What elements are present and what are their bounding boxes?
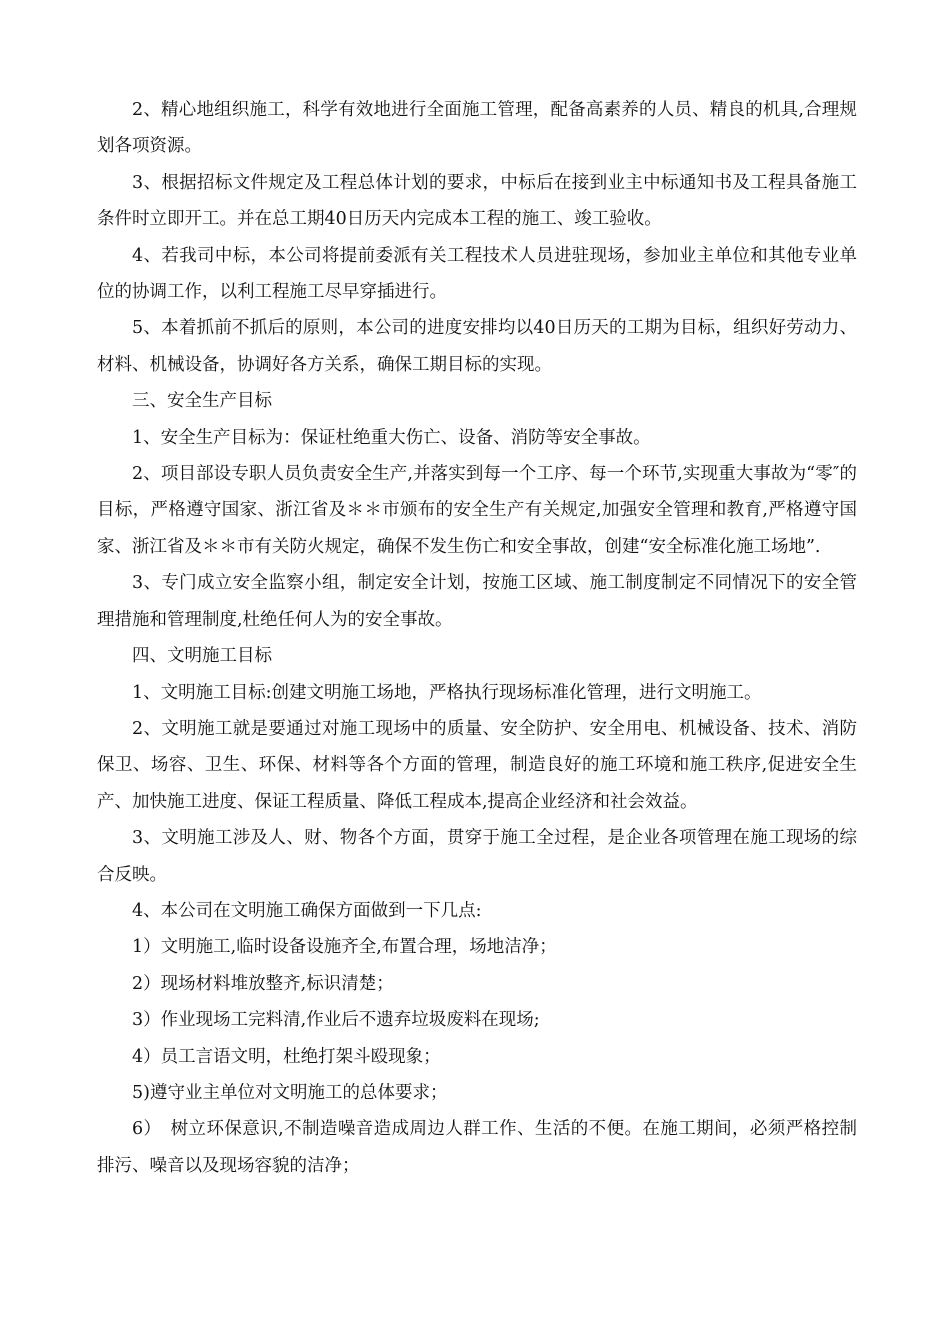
list-item-5: 5)遵守业主单位对文明施工的总体要求；: [132, 1082, 448, 1103]
paragraph-schedule-4: 4、若我司中标，本公司将提前委派有关工程技术人员进驻现场，参加业主单位和其他专业单位的协调工作，以利工程施工尽早穿插进行。: [97, 245, 857, 303]
paragraph-schedule-3: 3、根据招标文件规定及工程总体计划的要求，中标后在接到业主中标通知书及工程具备施工条件时立即开工。并在总工期40日历天内完成本工程的施工、竣工验收。: [97, 172, 857, 230]
paragraph-civilized-3: 3、文明施工涉及人、财、物各个方面，贯穿于施工全过程，是企业各项管理在施工现场的综合反映。: [97, 828, 857, 885]
paragraph-civilized-1: 1、文明施工目标:创建文明施工场地，严格执行现场标准化管理，进行文明施工。: [132, 682, 762, 703]
paragraph-civilized-4: 4、本公司在文明施工确保方面做到一下几点:: [132, 900, 482, 921]
list-item-4: 4）员工言语文明，杜绝打架斗殴现象；: [132, 1046, 441, 1067]
paragraph-safety-2: 2、项目部设专职人员负责安全生产,并落实到每一个工序、每一个环节,实现重大事故为“零″的目标，严格遵守国家、浙江省及＊＊市颁布的安全生产有关规定,加强安全管理和教育,严格遵守国家、浙江省及＊＊市有关防火规定，确保不发生伤亡和安全事故，创建“安全标准化施工场地”.: [97, 464, 857, 557]
list-item-2: 2）现场材料堆放整齐,标识清楚；: [132, 973, 394, 994]
section-heading-safety: 三、安全生产目标: [132, 391, 272, 412]
section-heading-civilized-construction: 四、文明施工目标: [132, 646, 272, 667]
paragraph-civilized-2: 2、文明施工就是要通过对施工现场中的质量、安全防护、安全用电、机械设备、技术、消防保卫、场容、卫生、环保、材料等各个方面的管理，制造良好的施工环境和施工秩序,促进安全生产、加快施工进度、保证工程质量、降低工程成本,提高企业经济和社会效益。: [97, 718, 857, 812]
document-body: [97, 92, 857, 1184]
list-item-1: 1）文明施工,临时设备设施齐全,布置合理，场地洁净；: [132, 937, 557, 958]
list-item-3: 3）作业现场工完料清,作业后不遗弃垃圾废料在现场;: [132, 1010, 540, 1031]
paragraph-schedule-2: 2、精心地组织施工，科学有效地进行全面施工管理，配备高素养的人员、精良的机具,合理规划各项资源。: [97, 100, 857, 157]
paragraph-safety-3: 3、专门成立安全监察小组，制定安全计划，按施工区域、施工制度制定不同情况下的安全管理措施和管理制度,杜绝任何人为的安全事故。: [97, 573, 857, 630]
paragraph-safety-1: 1、安全生产目标为：保证杜绝重大伤亡、设备、消防等安全事故。: [132, 427, 651, 448]
list-item-6: 6） 树立环保意识,不制造噪音造成周边人群工作、生活的不便。在施工期间，必须严格控制排污、噪音以及现场容貌的洁净；: [97, 1119, 857, 1176]
paragraph-schedule-5: 5、本着抓前不抓后的原则，本公司的进度安排均以40日历天的工期为目标，组织好劳动力、材料、机械设备，协调好各方关系，确保工期目标的实现。: [97, 318, 857, 375]
